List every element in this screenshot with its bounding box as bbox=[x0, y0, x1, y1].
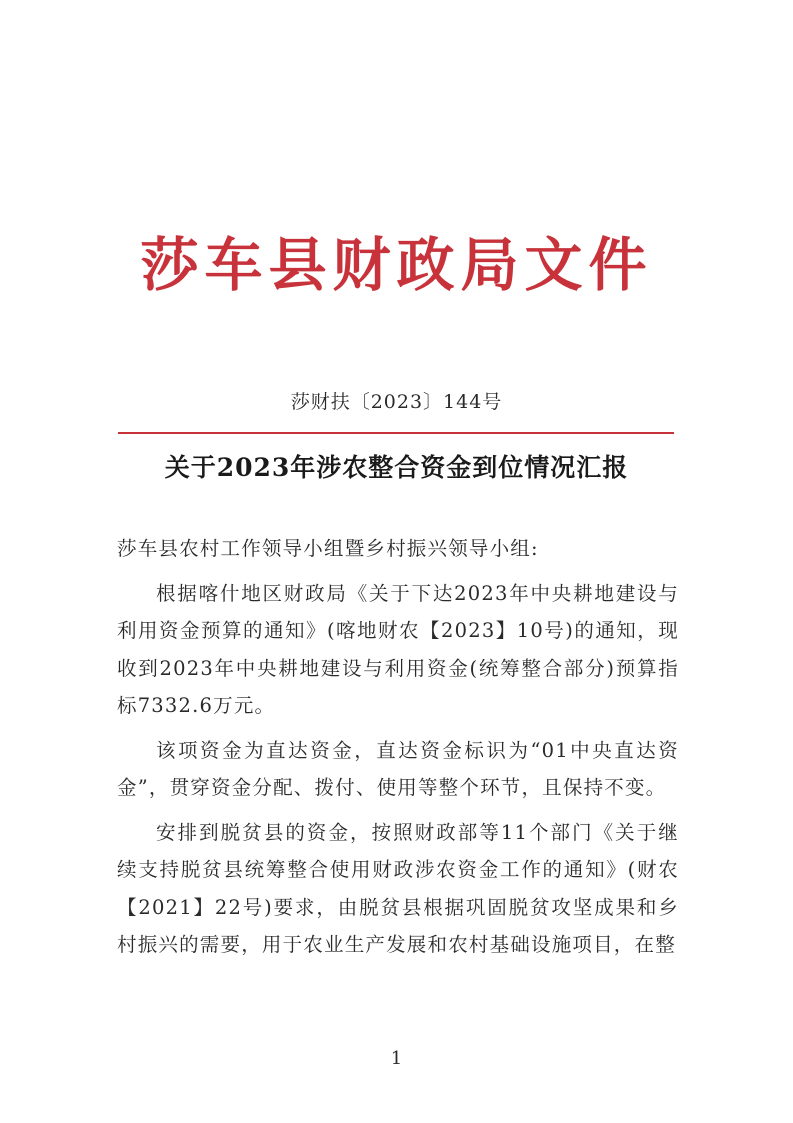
red-separator-line bbox=[118, 432, 674, 434]
document-title: 关于2023年涉农整合资金到位情况汇报 bbox=[164, 453, 629, 482]
body-paragraph: 根据喀什地区财政局《关于下达2023年中央耕地建设与利用资金预算的通知》(喀地财农【2023】10号)的通知，现收到2023年中央耕地建设与利用资金(统筹整合部分)预算指标7332.6万元。 bbox=[117, 581, 679, 717]
body-paragraph: 该项资金为直达资金，直达资金标识为“01中央直达资金”，贯穿资金分配、拨付、使用等整个环节，且保持不变。 bbox=[117, 738, 679, 799]
salutation: 莎车县农村工作领导小组暨乡村振兴领导小组: bbox=[117, 537, 539, 560]
document-number: 莎财扶〔2023〕144号 bbox=[290, 391, 503, 413]
page-number: 1 bbox=[390, 1048, 403, 1069]
document-body bbox=[117, 530, 679, 964]
body-paragraph: 安排到脱贫县的资金，按照财政部等11个部门《关于继续支持脱贫县统筹整合使用财政涉农资金工作的通知》(财农【2021】22号)要求，由脱贫县根据巩固脱贫攻坚成果和乡村振兴的需要，用于农业生产发展和农村基础设施项目，在整 bbox=[117, 820, 679, 956]
issuing-authority-header: 莎车县财政局文件 bbox=[140, 231, 653, 299]
